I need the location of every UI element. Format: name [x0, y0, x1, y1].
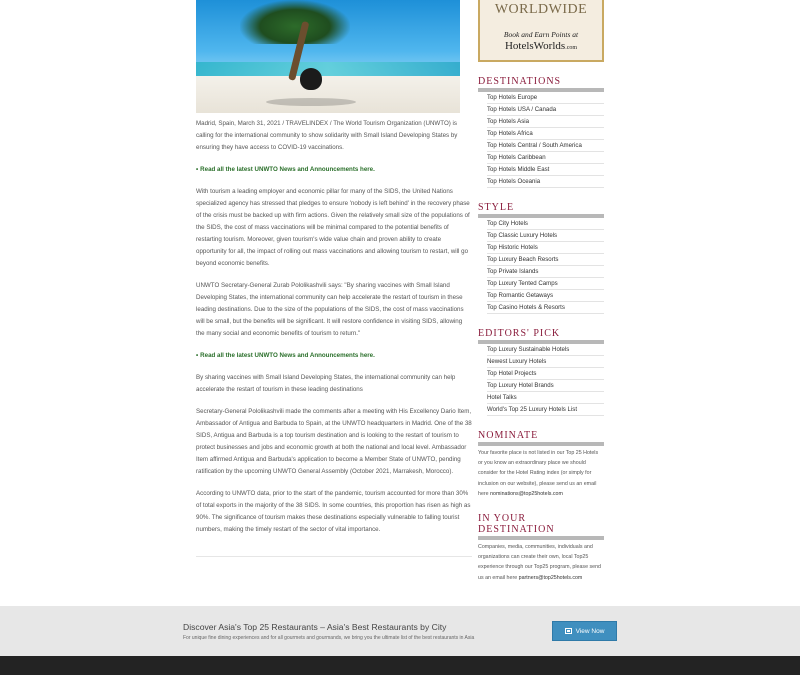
sidebar-link-style[interactable]: Top Classic Luxury Hotels [487, 230, 604, 242]
sidebar [478, 0, 605, 583]
sidebar-link-style[interactable]: Top City Hotels [487, 218, 604, 230]
bullet-icon: • [196, 166, 199, 173]
in-your-destination-heading: IN YOUR DESTINATION [478, 513, 555, 536]
nominate-email-link[interactable]: nominations@top25hotels.com [490, 490, 563, 497]
bullet-icon: • [196, 352, 199, 359]
swing-shadow-shape [266, 98, 356, 106]
site-footer [0, 656, 800, 675]
unwto-news-link[interactable] [196, 164, 472, 176]
article-body [196, 118, 472, 557]
style-heading: STYLE [478, 202, 515, 213]
ad-brand-name: HotelsWorlds [504, 40, 566, 52]
editors-pick-list [478, 344, 605, 416]
article-paragraph: UNWTO Secretary-General Zurab Pololikashvili says: "By sharing vaccines with Small Island Developing States, the international community can help accelerate the restart of tourism in these leading destinations. Due to the size of the populations of the SIDS, the cost of mass vaccinations will be small, but the benefits will be significant. It will restore confidence in visiting SIDS, allowing the many social and economic benefits of tourism to return." [196, 282, 464, 337]
unwto-news-link-label[interactable]: Read all the latest UNWTO News and Announcements here. [200, 166, 375, 173]
unwto-news-link-label[interactable]: Read all the latest UNWTO News and Announcements here. [200, 352, 375, 359]
promo-subtitle: For unique fine dining experiences and for all gourmets and gourmands, we bring you the ultimate list of the best restaurants in Asia [183, 635, 475, 641]
sidebar-link-destination[interactable]: Top Hotels Asia [487, 116, 604, 128]
article-paragraph: With tourism a leading employer and economic pillar for many of the SIDS, the United Nations specialized agency has stressed that pledges to ensure 'nobody is left behind' in the recovery phase of the crisis must be backed up with firm actions. Given the relatively small size of the populations of the SIDS, the cost of mass vaccinations will be minimal compared to the potential benefits of restarting tourism. Moreover, given tourism's wide value chain and proven ability to create opportunity for all, the impact of rolling out mass vaccinations and allowing tourism to restart, will go beyond economic benefits. [196, 188, 470, 267]
article-column [196, 0, 472, 557]
sidebar-link-destination[interactable]: Top Hotels Oceania [487, 176, 604, 188]
ad-brand-tld: .com [565, 45, 578, 51]
sidebar-link-editors[interactable]: Newest Luxury Hotels [487, 356, 604, 368]
hanging-swing-shape [300, 68, 322, 90]
section-bar [478, 442, 604, 446]
article-divider [196, 556, 472, 557]
asia-restaurants-promo [0, 606, 800, 656]
nominate-body: Your favorite place is not listed in our Top 25 Hotels or you know an extraordinary place we should consider for the Hotel Rating index (or simply for inclusion on our website), please send us an email here [478, 450, 599, 497]
sidebar-link-style[interactable]: Top Luxury Tented Camps [487, 278, 604, 290]
sidebar-link-editors[interactable]: Top Luxury Sustainable Hotels [487, 344, 604, 356]
ad-worldwide: WORLDWIDE [494, 2, 588, 17]
partners-email-link[interactable]: partners@top25hotels.com [518, 574, 583, 581]
sidebar-link-style[interactable]: Top Casino Hotels & Resorts [487, 302, 604, 314]
sidebar-link-destination[interactable]: Top Hotels Caribbean [487, 152, 604, 164]
sidebar-link-editors[interactable]: Hotel Talks [487, 392, 604, 404]
nominate-heading: NOMINATE [478, 430, 539, 441]
destinations-list [478, 92, 605, 188]
article-paragraph: Secretary-General Pololikashvili made the comments after a meeting with His Excellency Dario Item, Ambassador of Antigua and Barbuda to Spain, at the UNWTO headquarters in Madrid. One of the 38 SIDS, Antigua and Barbuda is a top tourism destination and is looking to the restart of tourism to protect businesses and jobs and economic growth at both the national and local level. Ambassador Item affirmed Antigua and Barbuda's application to become a Member State of UNWTO, pending ratification by the upcoming UNWTO General Assembly (October 2021, Marrakesh, Morocco). [196, 408, 472, 475]
article-paragraph: By sharing vaccines with Small Island Developing States, the international community can help accelerate the restart of tourism in these leading destinations [196, 374, 456, 393]
palm-leaves-shape [240, 0, 350, 44]
sidebar-link-style[interactable]: Top Romantic Getaways [487, 290, 604, 302]
article-hero-image [196, 0, 460, 113]
destination-body: Companies, media, communities, individuals and organizations can create their own, local Top25 experience through our Top25 program, please send us an email here [478, 544, 601, 581]
promo-title: Discover Asia's Top 25 Restaurants – Asia's Best Restaurants by City [183, 622, 447, 632]
sidebar-link-destination[interactable]: Top Hotels Central / South America [487, 140, 604, 152]
sidebar-link-editors[interactable]: Top Luxury Hotel Brands [487, 380, 604, 392]
sidebar-link-editors[interactable]: Top Hotel Projects [487, 368, 604, 380]
sidebar-link-destination[interactable]: Top Hotels Middle East [487, 164, 604, 176]
sidebar-link-destination[interactable]: Top Hotels Europe [487, 92, 604, 104]
image-icon [565, 628, 572, 634]
editors-pick-heading: EDITORS' PICK [478, 328, 561, 339]
sidebar-link-destination[interactable]: Top Hotels USA / Canada [487, 104, 604, 116]
view-now-label: View Now [575, 627, 605, 635]
style-list [478, 218, 605, 314]
sidebar-link-style[interactable]: Top Luxury Beach Resorts [487, 254, 604, 266]
sea-shape [196, 62, 460, 76]
section-bar [478, 536, 604, 540]
sand-shape [196, 76, 460, 113]
view-now-button[interactable] [552, 621, 617, 641]
sidebar-link-destination[interactable]: Top Hotels Africa [487, 128, 604, 140]
sidebar-link-editors[interactable]: World's Top 25 Luxury Hotels List [487, 404, 604, 416]
nominate-text [478, 448, 604, 499]
ad-book-text: Book and Earn Points at [503, 30, 579, 39]
destinations-heading: DESTINATIONS [478, 76, 562, 87]
article-paragraph: Madrid, Spain, March 31, 2021 / TRAVELINDEX / The World Tourism Organization (UNWTO) is calling for the international community to show solidarity with Small Island Developing States by ensuring they have access to COVID-19 vaccinations. [196, 120, 458, 151]
unwto-news-link[interactable] [196, 350, 472, 362]
destination-text [478, 542, 604, 583]
ad-brand [480, 40, 602, 52]
article-paragraph: According to UNWTO data, prior to the start of the pandemic, tourism accounted for more than 30% of total exports in the majority of the 38 SIDS. In some countries, this proportion has risen as high as 90%. The significance of tourism makes these destinations especially vulnerable to falling tourist numbers, making the timely restart of the sector of vital importance. [196, 490, 471, 533]
sidebar-link-style[interactable]: Top Private Islands [487, 266, 604, 278]
hotelsworlds-ad-banner[interactable] [478, 0, 604, 62]
sidebar-link-style[interactable]: Top Historic Hotels [487, 242, 604, 254]
